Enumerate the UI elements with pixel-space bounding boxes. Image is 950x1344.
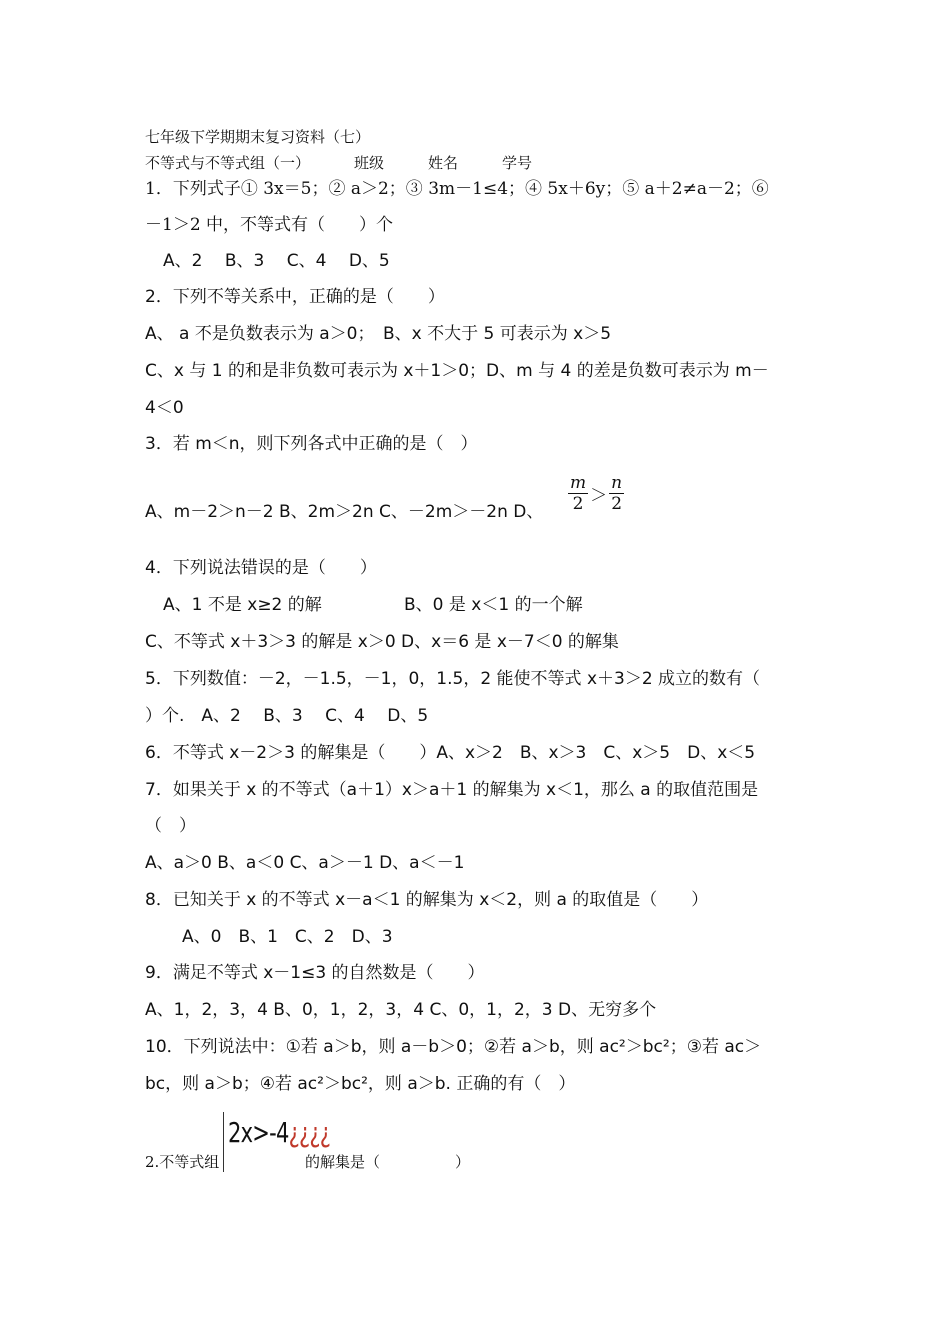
q7-options: A、a＞0 B、a＜0 C、a＞－1 D、a＜－1 [145, 853, 465, 873]
student-id-label: 学号 [502, 154, 533, 172]
q10-stem-line1: 10．下列说法中：①若 a＞b，则 a－b＞0；②若 a＞b，则 ac²＞bc²；③若 ac＞ [145, 1037, 762, 1057]
fraction-left [568, 473, 588, 514]
q2-stem: 2．下列不等关系中，正确的是（ ） [145, 287, 445, 307]
q2-options-cd-continued: 4＜0 [145, 398, 184, 418]
class-label: 班级 [354, 154, 385, 172]
fraction-left-denominator: 2 [572, 494, 584, 514]
q2-options-ab: A、 a 不是负数表示为 a＞0； B、x 不大于 5 可表示为 x＞5 [145, 324, 612, 344]
q3-stem: 3．若 m＜n，则下列各式中正确的是（ ） [145, 434, 478, 454]
extra-question-prefix: 2.不等式组 [145, 1153, 220, 1171]
q4-options-cd: C、不等式 x＋3＞3 的解是 x＞0 D、x＝6 是 x－7＜0 的解集 [145, 632, 619, 652]
inequality-system-image [228, 1116, 330, 1149]
q8-options: A、0 B、1 C、2 D、3 [182, 927, 393, 947]
system-brace [223, 1112, 226, 1172]
fraction-right-numerator: n [611, 473, 623, 493]
q6-line: 6．不等式 x－2＞3 的解集是（ ）A、x＞2 B、x＞3 C、x＞5 D、x＜5 [145, 743, 756, 763]
q4-option-a: A、1 不是 x≥2 的解 [163, 595, 322, 615]
fraction-right [609, 473, 624, 514]
q7-stem-line1: 7．如果关于 x 的不等式（a＋1）x＞a＋1 的解集为 x＜1，那么 a 的取值范围是 [145, 780, 759, 800]
q1-stem-line1: 1．下列式子① 3x＝5；② a＞2；③ 3m－1≤4；④ 5x＋6y；⑤ a＋2≠a－2；⑥ [145, 179, 769, 199]
fraction-left-numerator: m [570, 473, 587, 493]
name-label: 姓名 [428, 154, 459, 172]
q1-options: A、2 B、3 C、4 D、5 [163, 251, 390, 271]
q1-stem-line2: －1＞2 中，不等式有（ ）个 [145, 215, 394, 235]
extra-question-suffix: 的解集是（ ） [305, 1153, 471, 1171]
page-title: 七年级下学期期末复习资料（七） [145, 128, 371, 146]
q4-option-b: B、0 是 x＜1 的一个解 [404, 595, 583, 615]
fraction-operator: ＞ [590, 486, 608, 506]
subtitle: 不等式与不等式组（一） [145, 154, 311, 172]
q7-stem-line2: （ ） [145, 816, 196, 836]
q2-options-cd: C、x 与 1 的和是非负数可表示为 x＋1＞0；D、m 与 4 的差是负数可表示为 m－ [145, 361, 769, 381]
system-garbled-chars: ¿¿¿¿ [288, 1116, 331, 1149]
q9-options: A、1，2，3，4 B、0，1，2，3，4 C、0，1，2，3 D、无穷多个 [145, 1000, 657, 1020]
fraction-right-denominator: 2 [611, 494, 623, 514]
q3-options: A、m－2＞n－2 B、2m＞2n C、－2m＞－2n D、 [145, 502, 544, 522]
system-expression: 2x>-4 [228, 1116, 289, 1149]
q4-stem: 4．下列说法错误的是（ ） [145, 558, 377, 578]
q3-option-d-fraction [568, 473, 624, 514]
q10-stem-line2: bc，则 a＞b；④若 ac²＞bc²，则 a＞b. 正确的有（ ） [145, 1074, 576, 1094]
q8-stem: 8．已知关于 x 的不等式 x－a＜1 的解集为 x＜2，则 a 的取值是（ ） [145, 890, 709, 910]
q5-stem-line2: ）个. A、2 B、3 C、4 D、5 [145, 706, 429, 726]
q9-stem: 9．满足不等式 x－1≤3 的自然数是（ ） [145, 963, 485, 983]
q5-stem-line1: 5．下列数值：－2，－1.5，－1，0，1.5，2 能使不等式 x＋3＞2 成立的数有（ [145, 669, 761, 689]
header-info-line [145, 153, 532, 173]
